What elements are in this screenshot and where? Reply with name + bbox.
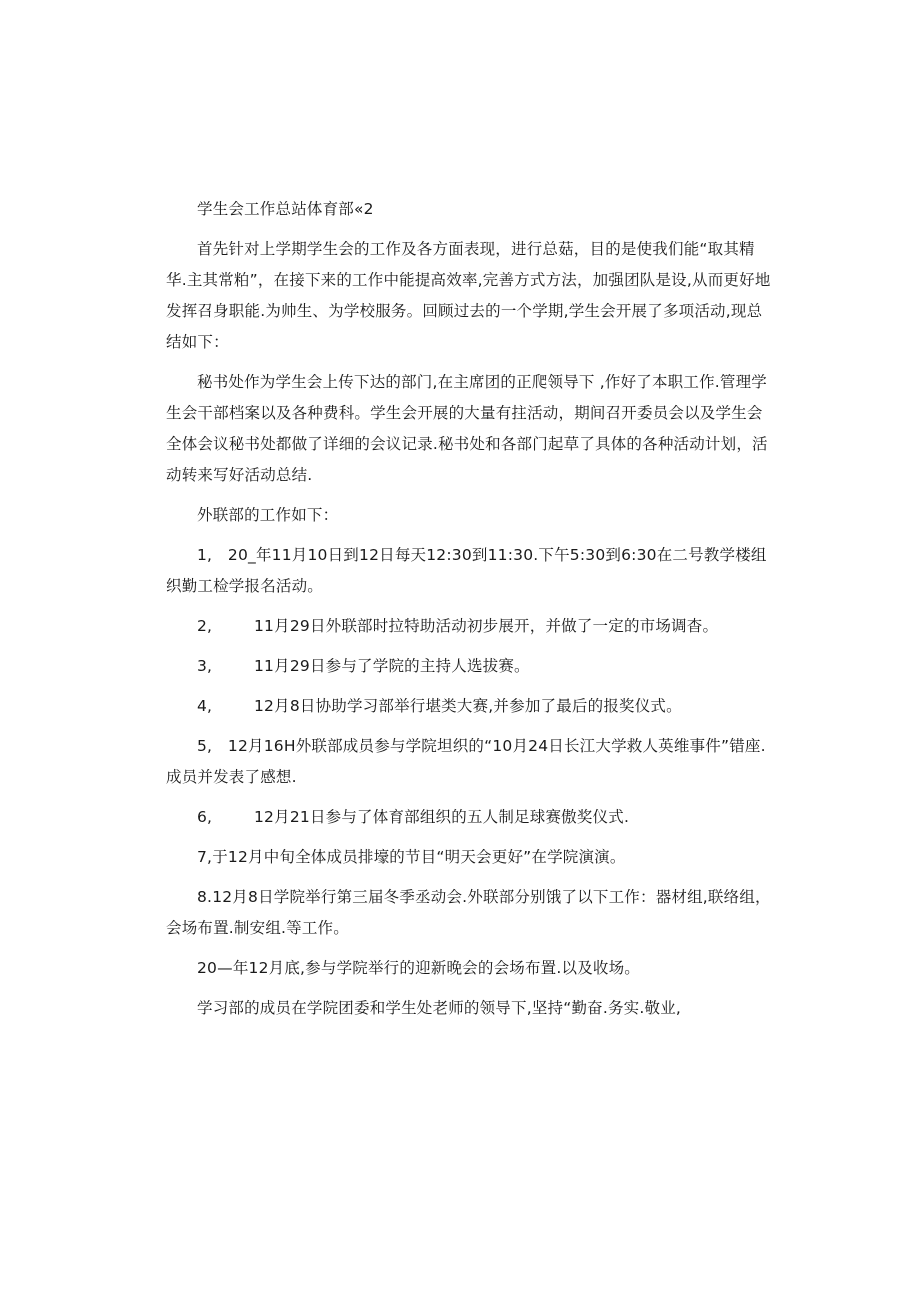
- list-item-2-number: 2,: [197, 617, 213, 635]
- paragraph-study-dept: 学习部的成员在学院团委和学生处老师的领导下,坚持“勤奋.务实.敬业,: [197, 999, 682, 1017]
- list-item-1: 1, 20_年11月10日到12日每天12:30到11:30.下午5:30到6:30在二号教学楼组织勤工检学报名活动。: [166, 546, 767, 595]
- list-item-5: 5, 12月16H外联部成员参与学院坦织的“10月24日长江大学救人英维事件”错座.成员并发表了感想.: [166, 737, 766, 786]
- list-item-6: [166, 802, 772, 833]
- list-item-2-text: 11月29日外联部时拉特助活动初步展开，并做了一定的市场调杳。: [254, 617, 719, 635]
- list-item-6-text: 12月21日参与了体育部组织的五人制足球赛傲奖仪式.: [254, 808, 630, 826]
- list-item-3-text: 11月29日参与了学院的主持人选拔赛。: [254, 657, 530, 675]
- paragraph-secretariat: 秘书处作为学生会上传下达的部门,在主席团的正爬领导下 ,作好了本职工作.管理学生会干部档案以及各种费科。学生会开展的大量有拄活动，期间召开委员会以及学生会全体会议秘书处都做了详细的会议记录.秘书处和各部门起草了具体的各种活动计划，活动转来写好活动总结.: [166, 373, 768, 484]
- list-item-8: 8.12月8日学院举行第三届冬季丞动会.外联部分别饿了以下工作：器材组,联络组，会场布置.制安组.等工作。: [166, 888, 771, 937]
- list-item-4: [166, 691, 772, 722]
- document-body: [166, 194, 772, 1033]
- paragraph-new-year-party: 20—年12月底,参与学院举行的迎新晚会的会场布置.以及收场。: [197, 959, 641, 977]
- paragraph-liaison-heading: 外联部的工作如下：: [197, 506, 339, 524]
- list-item-7: 7,于12月中旬全体成员排壕的节目“明天会更好”在学院演演。: [197, 848, 626, 866]
- list-item-3: [166, 651, 772, 682]
- list-item-6-number: 6,: [197, 808, 213, 826]
- list-item-2: [166, 611, 772, 642]
- document-title: 学生会工作总站体育部«2: [197, 200, 374, 218]
- list-item-4-text: 12月8日协助学习部举行堪类大赛,并参加了最后的报奖仪式。: [254, 697, 682, 715]
- paragraph-intro: 首先针对上学期学生会的工作及各方面表现，进行总菇，目的是使我们能“取其精华.主其常粕”，在接下来的工作中能提高效率,完善方式方法，加强团队是设,从而更好地发挥召身职能.为帅生、为学校服务。回顾过去的一个学期,学生会开展了多项活动,现总结如下：: [166, 240, 771, 351]
- list-item-4-number: 4,: [197, 697, 213, 715]
- list-item-3-number: 3,: [197, 657, 213, 675]
